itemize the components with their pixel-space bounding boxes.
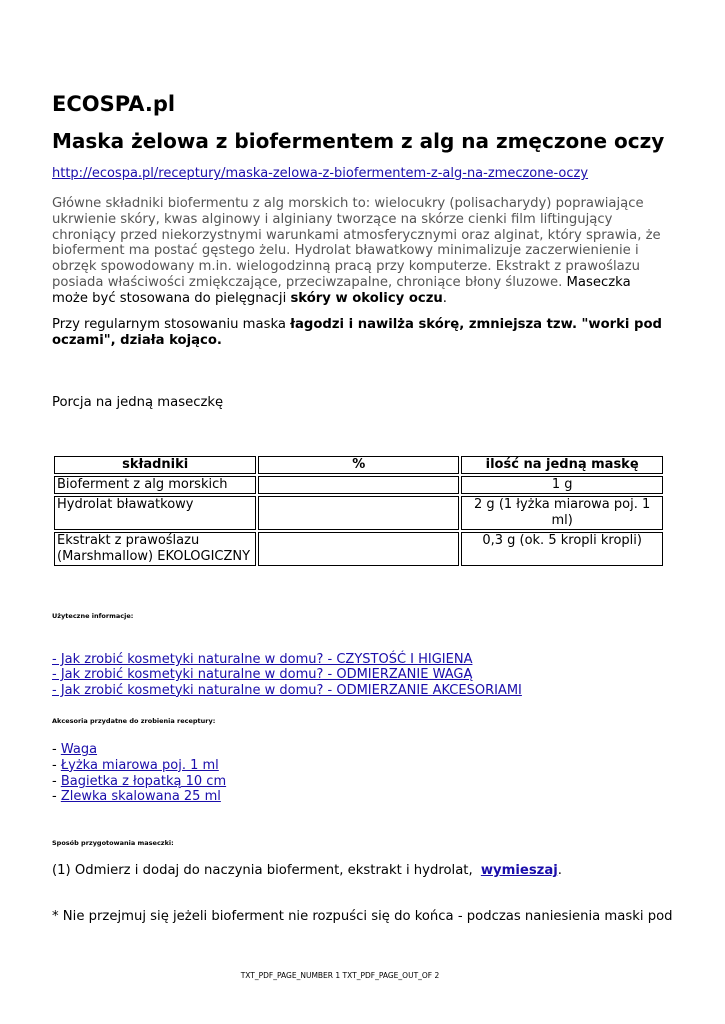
table-cell <box>258 496 459 530</box>
benefits-paragraph <box>52 317 667 349</box>
link-scale[interactable]: Waga <box>60 742 98 757</box>
table-cell: Hydrolat bławatkowy <box>54 496 256 530</box>
table-header-cell: składniki <box>54 456 256 474</box>
table-header-row <box>54 456 663 474</box>
link-hygiene[interactable]: - Jak zrobić kosmetyki naturalne w domu? - CZYSTOŚĆ I HIGIENA <box>52 652 473 667</box>
link-stirring-rod[interactable]: Bagietka z łopatką 10 cm <box>60 773 227 789</box>
useful-info-links <box>52 652 522 698</box>
benefits-prefix: Przy regularnym stosowaniu maska <box>52 317 291 332</box>
ingredients-table <box>52 454 665 568</box>
intro-end: . <box>442 290 447 306</box>
table-cell: Bioferment z alg morskich <box>54 476 256 494</box>
accessories-heading: Akcesoria przydatne do zrobienia receptury: <box>52 717 216 725</box>
link-mix[interactable]: wymieszaj <box>480 863 558 878</box>
accessories-list <box>52 742 226 805</box>
benefits-bold: łagodzi i nawilża skórę, zmniejsza tzw. "worki pod oczami", działa kojąco. <box>52 317 662 348</box>
table-row <box>54 476 663 494</box>
page-title: Maska żelowa z biofermentem z alg na zmęczone oczy <box>52 129 665 153</box>
useful-info-heading: Użyteczne informacje: <box>52 612 134 620</box>
table-cell <box>258 532 459 566</box>
intro-bold-text: skóry w okolicy oczu <box>290 290 443 306</box>
table-header-cell: % <box>258 456 459 474</box>
preparation-step-1: (1) Odmierz i dodaj do naczynia bioferment, ekstrakt i hydrolat, wymieszaj. <box>52 863 562 878</box>
table-cell: 2 g (1 łyżka miarowa poj. 1 ml) <box>461 496 663 530</box>
site-title: ECOSPA.pl <box>52 92 176 116</box>
intro-black-text: Maseczka może być stosowana do pielęgnacji <box>52 274 631 306</box>
table-row <box>54 496 663 530</box>
table-header-cell: ilość na jedną maskę <box>461 456 663 474</box>
table-cell: 0,3 g (ok. 5 kropli kropli) <box>461 532 663 566</box>
table-cell <box>258 476 459 494</box>
intro-grey-text: Główne składniki biofermentu z alg morskich to: wielocukry (polisacharydy) poprawiające ukrwienie skóry, kwas alginowy i alginiany tworzące na skórze cienki film liftingujący chroniący przed niekorzystnymi warunkami atmosferycznymi oraz alginat, który sprawia, że bioferment ma postać gęstego żelu. Hydrolat bławatkowy minimalizuje zaczerwienienie i obrzęk spowodowany m.in. wielogodzinną pracą przy komputerze. Ekstrakt z prawoślazu posiada właściwości zmiękczające, przeciwzapalne, chroniące błony śluzowe. <box>52 196 661 290</box>
link-measuring-spoon[interactable]: Łyżka miarowa poj. 1 ml <box>60 757 219 773</box>
intro-paragraph <box>52 196 667 307</box>
list-item: - Zlewka skalowana 25 ml <box>52 789 221 805</box>
link-accessories-measuring[interactable]: - Jak zrobić kosmetyki naturalne w domu? - ODMIERZANIE AKCESORIAMI <box>52 682 522 698</box>
list-item: - Waga <box>52 742 98 757</box>
recipe-url-link[interactable]: http://ecospa.pl/receptury/maska-zelowa-z-biofermentem-z-alg-na-zmeczone-oczy <box>52 166 589 181</box>
link-beaker[interactable]: Zlewka skalowana 25 ml <box>60 789 221 805</box>
list-item: - Łyżka miarowa poj. 1 ml <box>52 757 219 773</box>
preparation-note: * Nie przejmuj się jeżeli bioferment nie rozpuści się do końca - podczas naniesienia maski pod <box>52 909 673 924</box>
table-row <box>54 532 663 566</box>
portion-label: Porcja na jedną maseczkę <box>52 395 224 410</box>
table-cell: Ekstrakt z prawoślazu (Marshmallow) EKOLOGICZNY <box>54 532 256 566</box>
page-footer: TXT_PDF_PAGE_NUMBER 1 TXT_PDF_PAGE_OUT_OF 2 <box>240 971 440 980</box>
list-item: - Bagietka z łopatką 10 cm <box>52 773 227 789</box>
link-weighing[interactable]: - Jak zrobić kosmetyki naturalne w domu? - ODMIERZANIE WAGĄ <box>52 667 473 683</box>
table-cell: 1 g <box>461 476 663 494</box>
preparation-heading: Sposób przygotowania maseczki: <box>52 839 174 847</box>
